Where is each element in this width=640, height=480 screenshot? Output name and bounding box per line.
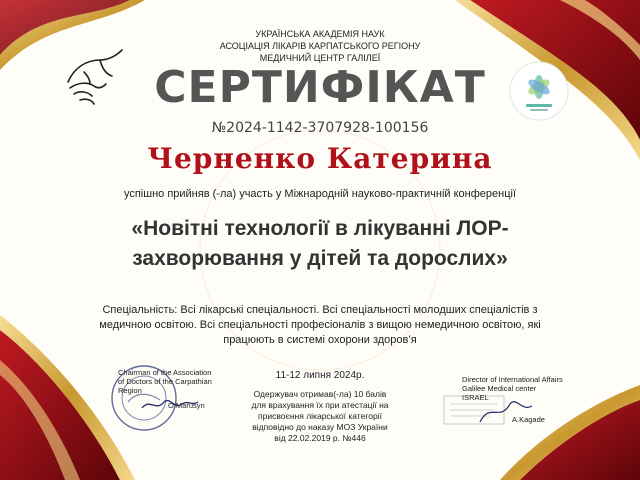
note-line-1: Одержувач отримав(-ла) 10 балів: [253, 389, 387, 399]
conference-title: [40, 214, 600, 274]
organization-header: [150, 28, 490, 64]
header-line-1: УКРАЇНСЬКА АКАДЕМІЯ НАУК: [255, 29, 385, 39]
certificate-number: №2024-1142-3707928-100156: [211, 120, 429, 136]
right-signature-line-1: Director of International Affairs: [462, 375, 563, 384]
note-line-5: від 22.02.2019 р. №446: [274, 433, 366, 443]
left-signature-name: O.Marusyn: [168, 401, 205, 410]
specialty-line-1: Спеціальність: Всі лікарські спеціальності. Всі спеціальності молодших спеціалістів з: [102, 304, 538, 316]
event-date: 11-12 липня 2024р.: [275, 370, 365, 381]
left-signature-line-3: Region: [118, 386, 142, 395]
left-signature-line-2: of Doctors of the Carpathian: [118, 377, 212, 386]
points-note: [236, 389, 404, 444]
note-line-4: відповідно до наказу МОЗ України: [252, 422, 388, 432]
left-signature-line-1: Chairman of the Association: [118, 368, 212, 377]
specialty-line-2: медичною освітою. Всі спеціальності професіоналів з вищою немедичною освітою, які: [99, 319, 541, 331]
header-line-3: МЕДИЧНИЙ ЦЕНТР ГАЛІЛЕЇ: [259, 53, 381, 63]
participation-text: успішно прийняв (-ла) участь у Міжнародній науково-практичній конференції: [123, 188, 517, 200]
conference-line-1: «Новітні технології в лікуванні ЛОР-: [131, 217, 509, 240]
right-signature-line-3: ISRAEL: [462, 393, 489, 402]
specialty-text: [50, 303, 590, 348]
recipient-name: Черненко Катерина: [147, 142, 493, 175]
galilee-logo-icon: [508, 60, 570, 122]
certificate-title: СЕРТИФІКАТ: [154, 62, 486, 113]
hands-logo-icon: [60, 42, 130, 112]
note-line-2: для врахування їх при атестації на: [251, 400, 389, 410]
header-line-2: АСОЦІАЦІЯ ЛІКАРІВ КАРПАТСЬКОГО РЕГІОНУ: [219, 41, 421, 51]
right-signature-name: A.Kagade: [512, 415, 545, 424]
right-signature-line-2: Galilee Medical center: [462, 384, 537, 393]
conference-line-2: захворювання у дітей та дорослих»: [132, 247, 508, 270]
note-line-3: присвоєння лікарської категорії: [258, 411, 382, 421]
left-signature-block: [118, 368, 238, 395]
specialty-line-3: працюють в системі охорони здоров’я: [223, 334, 417, 346]
